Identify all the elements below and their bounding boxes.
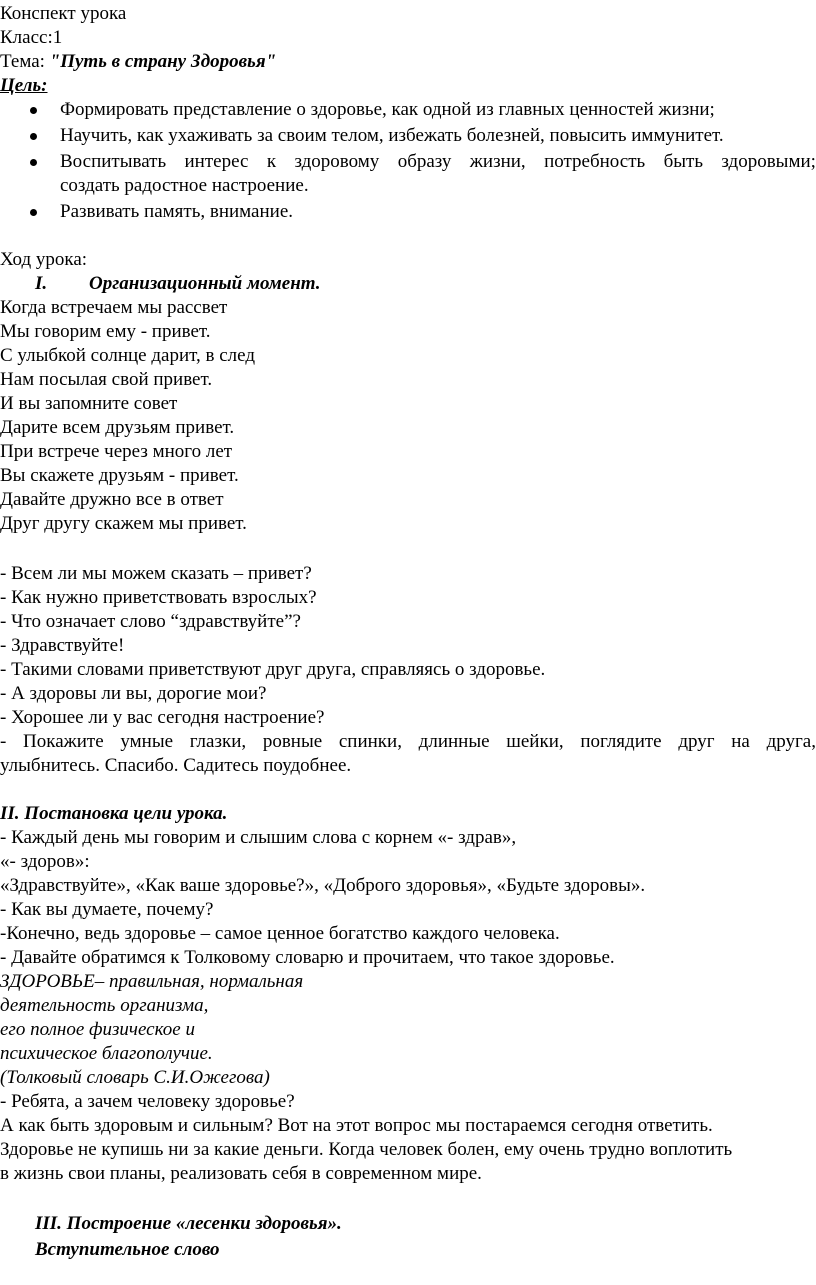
goal-item-3-line-2: создать радостное настроение. bbox=[60, 175, 309, 196]
word: образу bbox=[397, 151, 452, 172]
word: длинные bbox=[418, 731, 490, 752]
section-3-subtitle: Вступительное слово bbox=[35, 1239, 220, 1260]
poem-line: Друг другу скажем мы привет. bbox=[0, 513, 247, 534]
course-heading: Ход урока: bbox=[0, 249, 88, 270]
section-2-line: - Каждый день мы говорим и слышим слова с корнем «- здрав», bbox=[0, 827, 517, 848]
word: интерес bbox=[184, 151, 249, 172]
bullet-icon bbox=[30, 209, 37, 216]
section-2-title: II. Постановка цели урока. bbox=[0, 803, 228, 824]
word: шейки, bbox=[506, 731, 564, 752]
poem-line: Вы скажете друзьям - привет. bbox=[0, 465, 239, 486]
section-2-line: - Как вы думаете, почему? bbox=[0, 899, 214, 920]
word: ровные bbox=[262, 731, 323, 752]
dialog-line: - Хорошее ли у вас сегодня настроение? bbox=[0, 707, 325, 728]
poem-line: Мы говорим ему - привет. bbox=[0, 321, 211, 342]
section-2-line: в жизнь свои планы, реализовать себя в современном мире. bbox=[0, 1163, 482, 1184]
bullet-icon bbox=[30, 133, 37, 140]
topic-line bbox=[0, 50, 276, 74]
word: Покажите bbox=[23, 731, 104, 752]
definition-source: (Толковый словарь С.И.Ожегова) bbox=[0, 1067, 270, 1088]
section-2-line: «- здоров»: bbox=[0, 851, 90, 872]
poem-line: С улыбкой солнце дарит, в след bbox=[0, 345, 255, 366]
word: поглядите bbox=[580, 731, 662, 752]
poem-line: При встрече через много лет bbox=[0, 441, 233, 462]
word: к bbox=[266, 151, 277, 172]
poem-line: Дарите всем друзьям привет. bbox=[0, 417, 235, 438]
poem-line: Давайте дружно все в ответ bbox=[0, 489, 224, 510]
word: друга, bbox=[766, 731, 816, 752]
definition-line: его полное физическое и bbox=[0, 1019, 195, 1040]
class-line: Класс:1 bbox=[0, 27, 63, 48]
dialog-line: - Здравствуйте! bbox=[0, 635, 125, 656]
word: умные bbox=[120, 731, 174, 752]
definition-line: психическое благополучие. bbox=[0, 1043, 213, 1064]
section-3-title: III. Построение «лесенки здоровья». bbox=[35, 1213, 342, 1234]
word: здоровому bbox=[294, 151, 380, 172]
section-2-line: - Ребята, а зачем человеку здоровье? bbox=[0, 1091, 295, 1112]
word: глазки, bbox=[189, 731, 247, 752]
word: друг bbox=[678, 731, 715, 752]
dialog-line: улыбнитесь. Спасибо. Садитесь поудобнее. bbox=[0, 755, 352, 776]
dialog-line: - Что означает слово “здравствуйте”? bbox=[0, 611, 301, 632]
definition-line: ЗДОРОВЬЕ– правильная, нормальная bbox=[0, 971, 304, 992]
word: Воспитывать bbox=[60, 151, 167, 172]
section-1-number: I. bbox=[35, 273, 48, 294]
word: жизни, bbox=[469, 151, 526, 172]
section-2-line: А как быть здоровым и сильным? Вот на этот вопрос мы постараемся сегодня ответить. bbox=[0, 1115, 713, 1136]
word: - bbox=[0, 731, 7, 752]
poem-line: И вы запомните совет bbox=[0, 393, 178, 414]
dialog-line: - Как нужно приветствовать взрослых? bbox=[0, 587, 317, 608]
goal-item-1: Формировать представление о здоровье, как одной из главных ценностей жизни; bbox=[60, 99, 715, 120]
goal-heading: Цель: bbox=[0, 75, 48, 96]
topic-value: "Путь в страну Здоровья" bbox=[49, 51, 277, 72]
dialog-line: - Такими словами приветствуют друг друга, справляясь о здоровье. bbox=[0, 659, 546, 680]
dialog-line-justified bbox=[0, 730, 816, 754]
bullet-icon bbox=[30, 159, 37, 166]
bullet-icon bbox=[30, 107, 37, 114]
poem-line: Когда встречаем мы рассвет bbox=[0, 297, 228, 318]
definition-line: деятельность организма, bbox=[0, 995, 209, 1016]
word: на bbox=[731, 731, 750, 752]
section-2-line: Здоровье не купишь ни за какие деньги. Когда человек болен, ему очень трудно воплотить bbox=[0, 1139, 733, 1160]
topic-label: Тема: bbox=[0, 51, 45, 72]
section-1-title: Организационный момент. bbox=[89, 273, 321, 294]
word: потребность bbox=[544, 151, 646, 172]
document-title: Конспект урока bbox=[0, 3, 127, 24]
goal-item-3-line-1 bbox=[60, 150, 816, 174]
section-2-line: «Здравствуйте», «Как ваше здоровье?», «Доброго здоровья», «Будьте здоровы». bbox=[0, 875, 646, 896]
section-2-line: -Конечно, ведь здоровье – самое ценное богатство каждого человека. bbox=[0, 923, 560, 944]
section-2-line: - Давайте обратимся к Толковому словарю и прочитаем, что такое здоровье. bbox=[0, 947, 615, 968]
word: быть bbox=[663, 151, 703, 172]
goal-item-4: Развивать память, внимание. bbox=[60, 201, 294, 222]
word: спинки, bbox=[338, 731, 402, 752]
dialog-line: - Всем ли мы можем сказать – привет? bbox=[0, 563, 312, 584]
word: здоровыми; bbox=[721, 151, 816, 172]
poem-line: Нам посылая свой привет. bbox=[0, 369, 213, 390]
dialog-line: - А здоровы ли вы, дорогие мои? bbox=[0, 683, 267, 704]
goal-item-2: Научить, как ухаживать за своим телом, избежать болезней, повысить иммунитет. bbox=[60, 125, 724, 146]
